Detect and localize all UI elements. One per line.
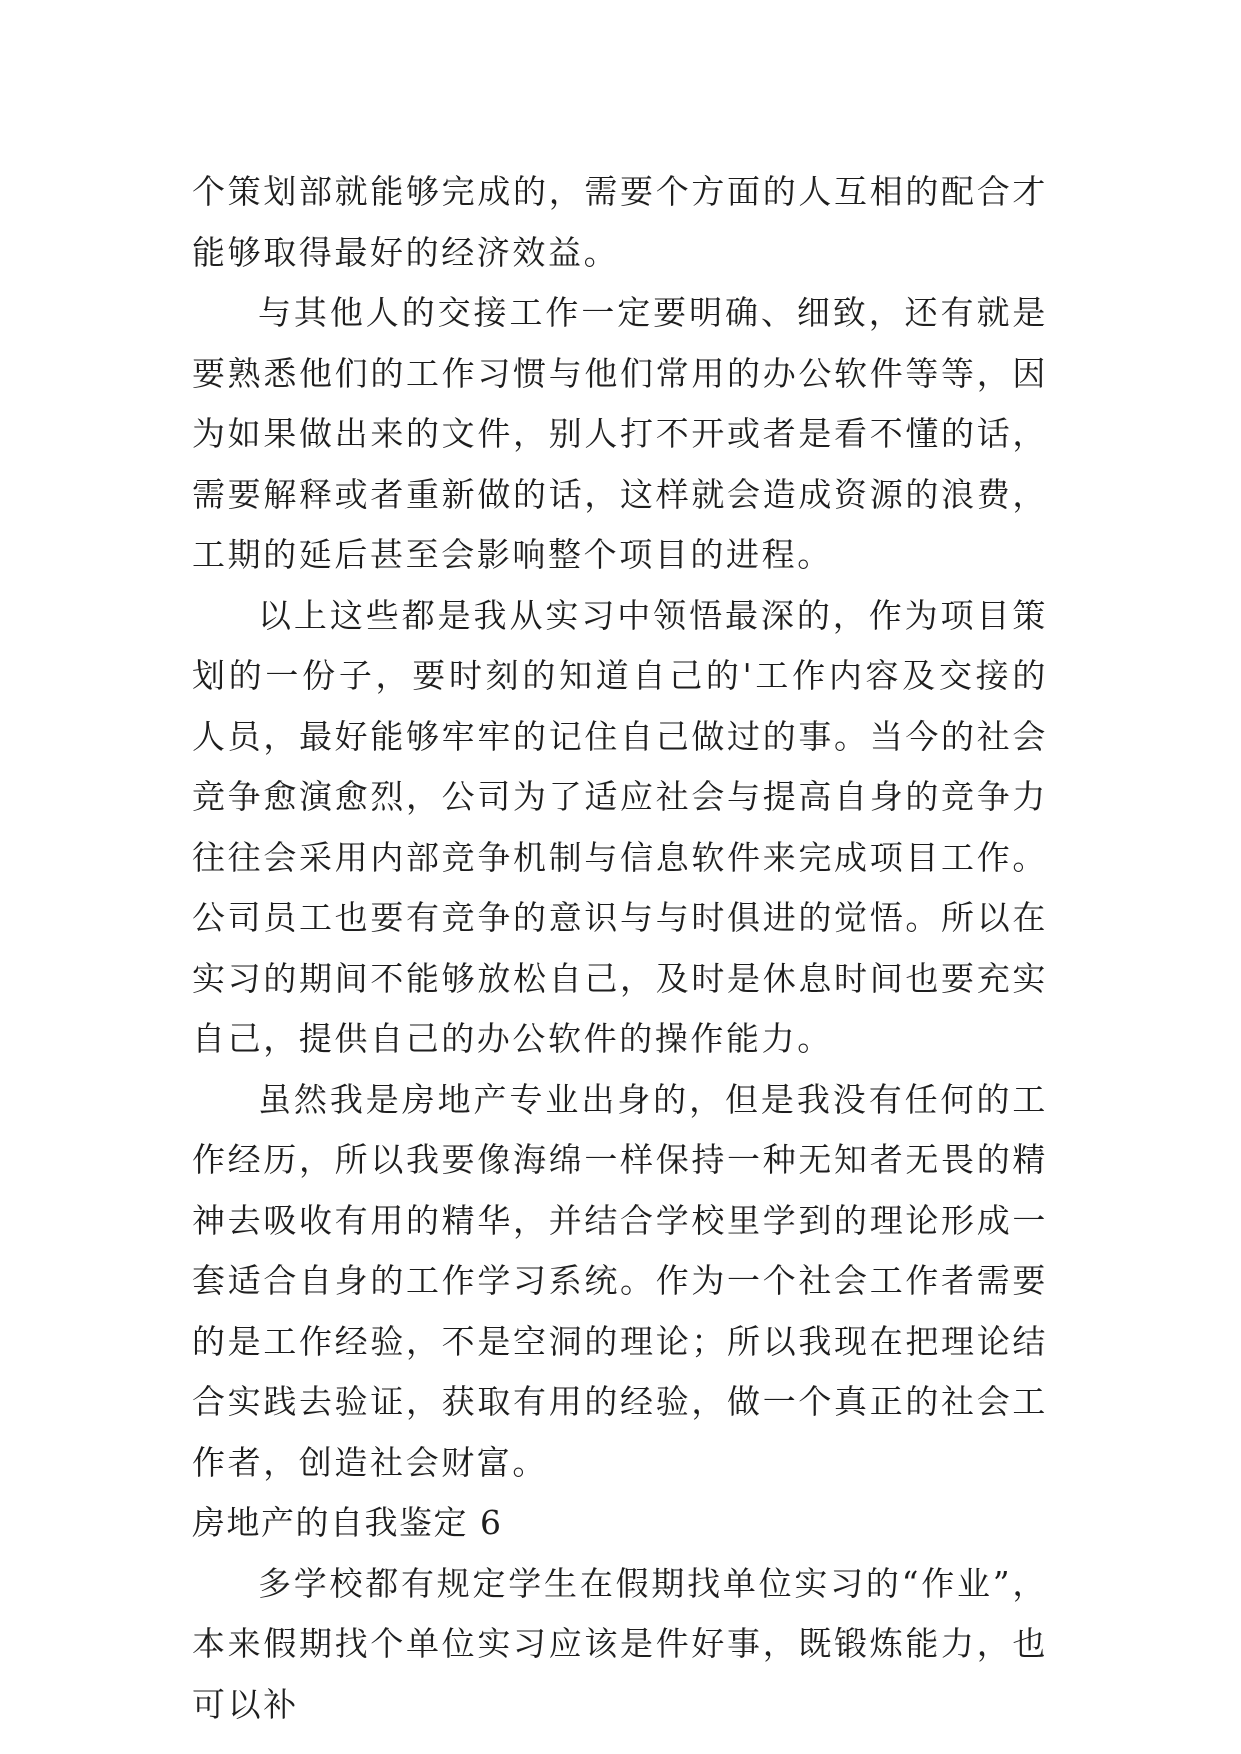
paragraph-insights: 以上这些都是我从实习中领悟最深的，作为项目策划的一份子，要时刻的知道自己的'工作内容及交接的人员，最好能够牢牢的记住自己做过的事。当今的社会竞争愈演愈烈，公司为了适应社会与提高自身的竞争力往往会采用内部竞争机制与信息软件来完成项目工作。公司员工也要有竞争的意识与与时俱进的觉悟。所以在实习的期间不能够放松自己，及时是休息时间也要充实自己，提供自己的办公软件的操作能力。 <box>192 595 1048 1058</box>
paragraph-handover: 与其他人的交接工作一定要明确、细致，还有就是要熟悉他们的工作习惯与他们常用的办公软件等等，因为如果做出来的文件，别人打不开或者是看不懂的话，需要解释或者重新做的话，这样就会造成资源的浪费，工期的延后甚至会影响整个项目的进程。 <box>192 293 1048 574</box>
section-heading: 房地产的自我鉴定 6 <box>192 1503 503 1542</box>
paragraph-continuation: 个策划部就能够完成的，需要个方面的人互相的配合才能够取得最好的经济效益。 <box>192 172 1048 272</box>
paragraph-internship: 多学校都有规定学生在假期找单位实习的“作业”，本来假期找个单位实习应该是件好事，既锻炼能力，也可以补 <box>192 1563 1048 1724</box>
paragraph-background: 虽然我是房地产专业出身的，但是我没有任何的工作经历，所以我要像海绵一样保持一种无知者无畏的精神去吸收有用的精华，并结合学校里学到的理论形成一套适合自身的工作学习系统。作为一个社会工作者需要的是工作经验，不是空洞的理论；所以我现在把理论结合实践去验证，获取有用的经验，做一个真正的社会工作者，创造社会财富。 <box>192 1079 1048 1482</box>
document-body <box>192 162 1048 1735</box>
